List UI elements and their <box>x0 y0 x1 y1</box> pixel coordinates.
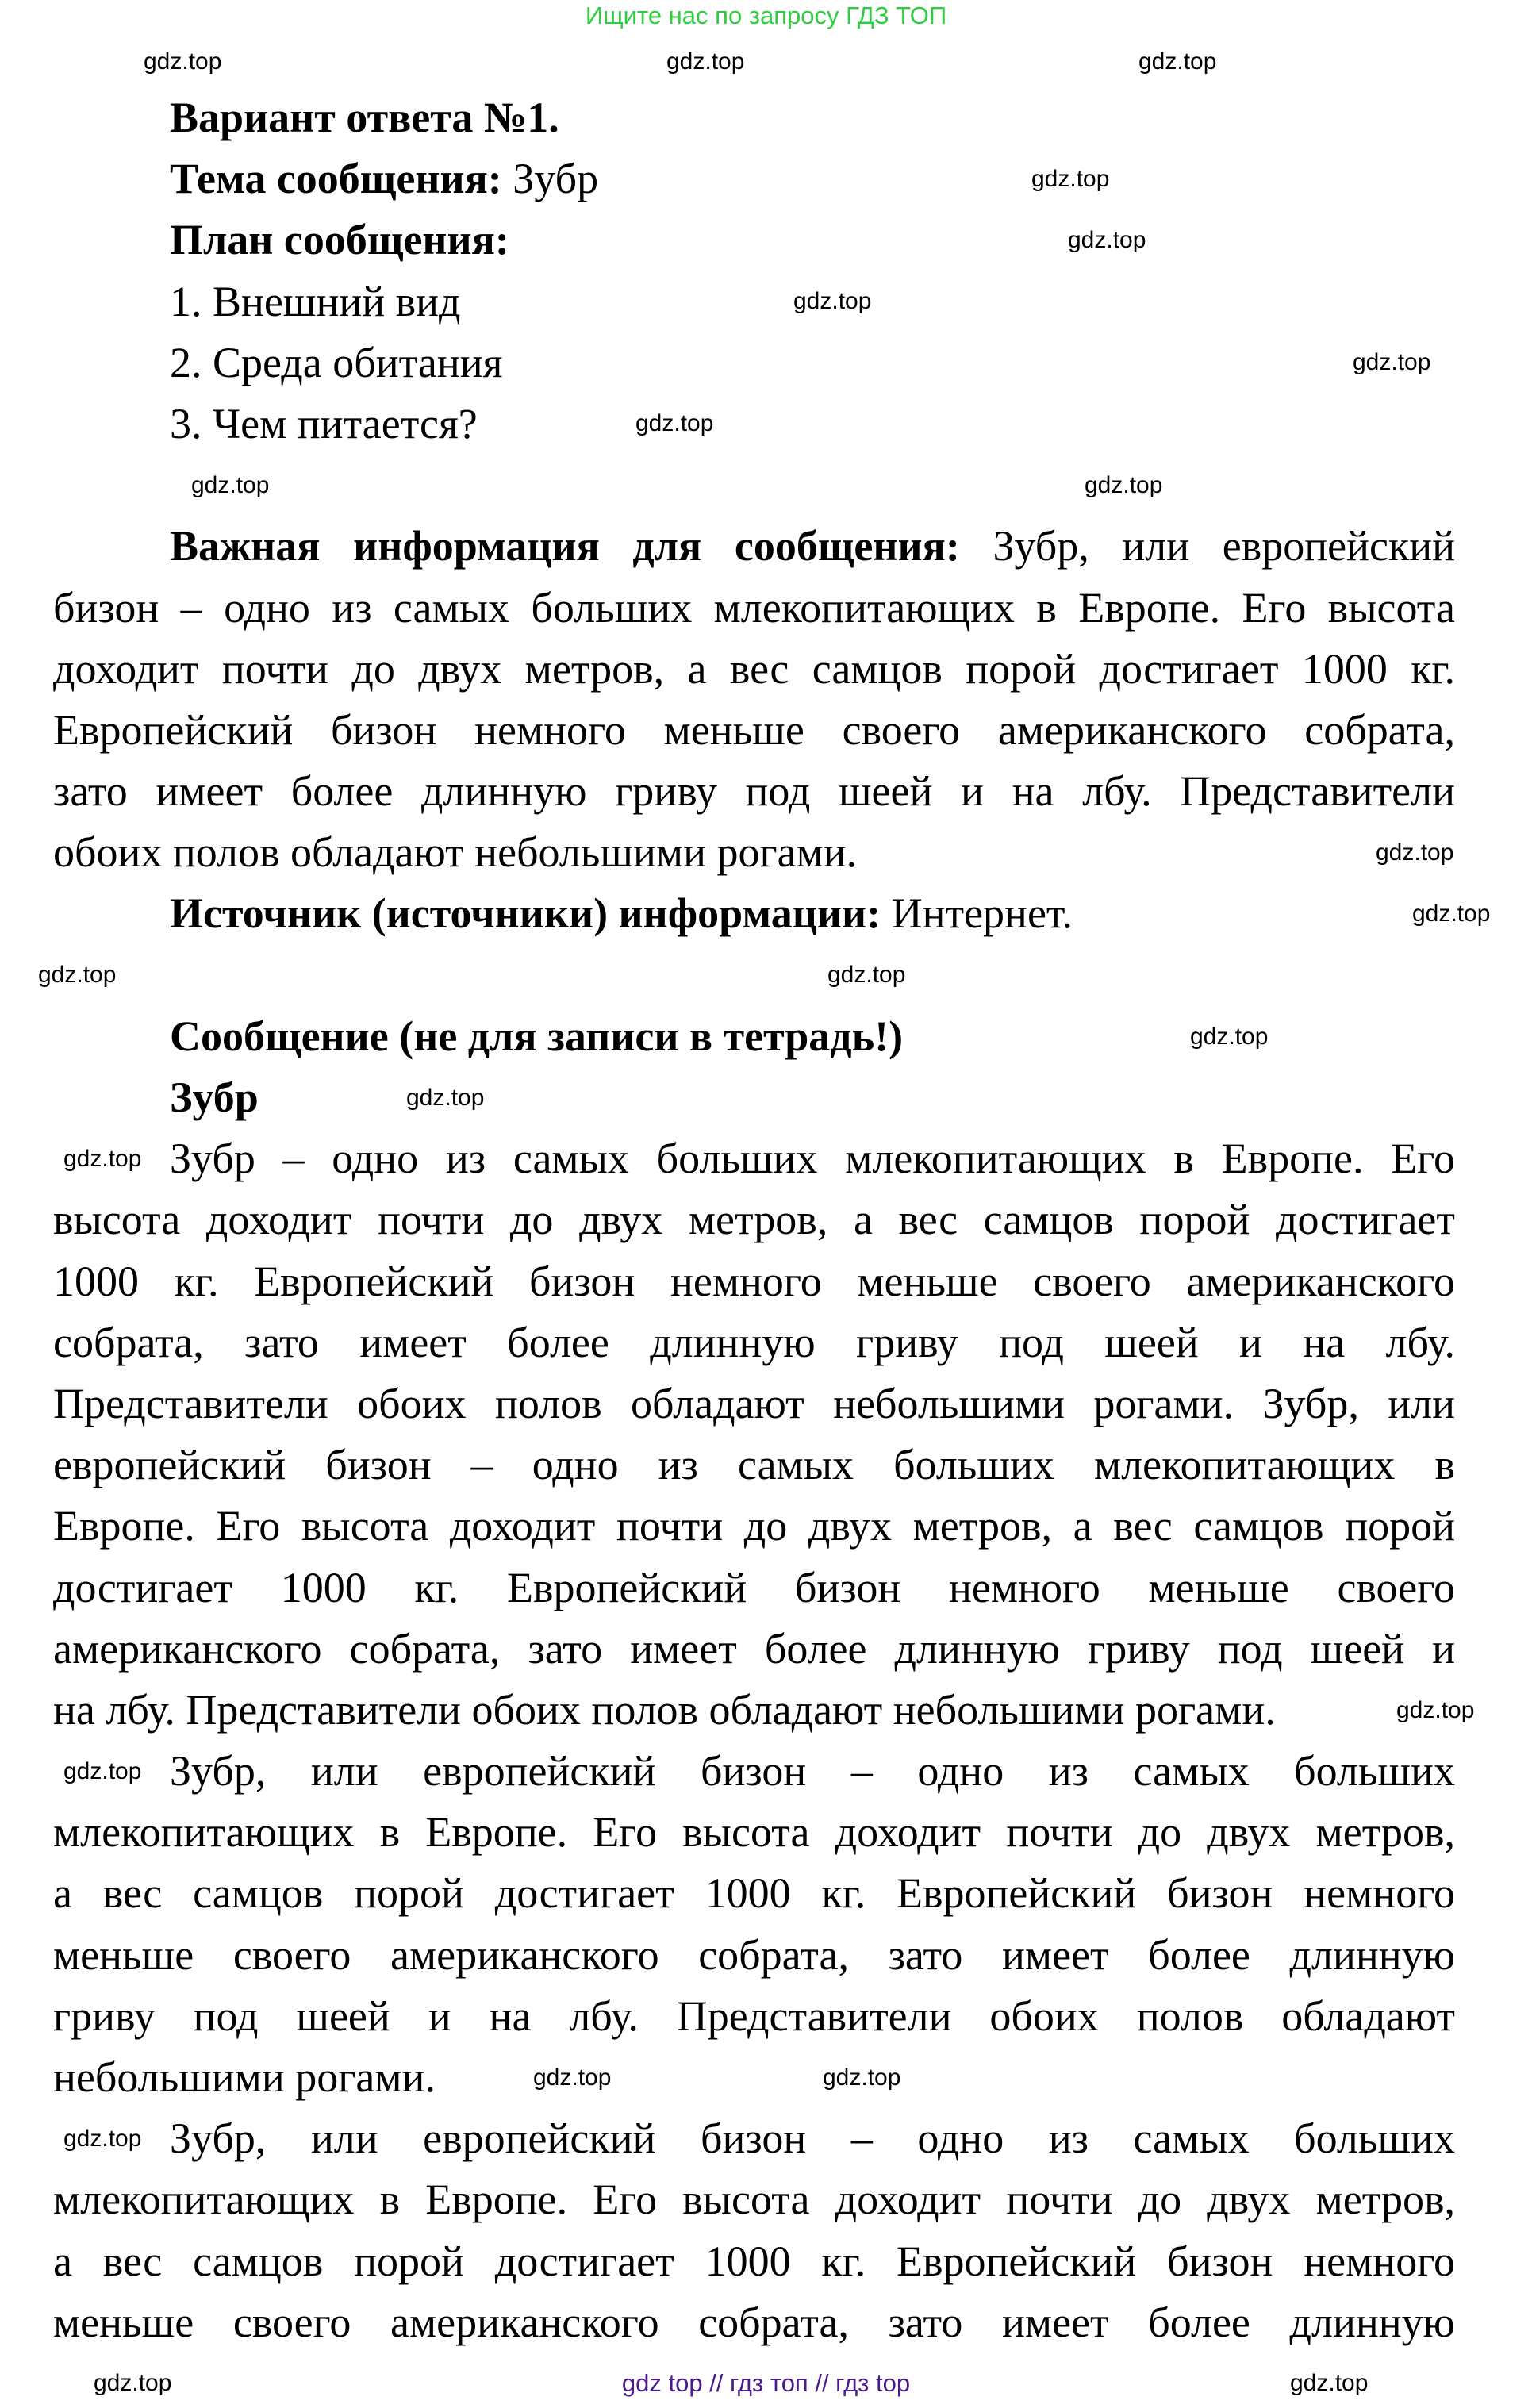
text-line <box>53 2169 1455 2230</box>
footer-banner-text: gdz top // гдз топ // гдз top <box>621 2369 911 2397</box>
bold-heading: Вариант ответа №1. <box>170 94 559 141</box>
text-line <box>53 1925 1455 1986</box>
watermark: gdz.top <box>1138 48 1217 75</box>
line-text: меньше своего американского собрата, зато имеет более длинную <box>53 1930 1455 1979</box>
line-text: меньше своего американского собрата, зато имеет более длинную <box>53 2298 1455 2346</box>
footer-banner <box>0 2368 1532 2399</box>
watermark: gdz.top <box>63 1146 142 1172</box>
line-text: Зубр <box>501 155 599 203</box>
line-text: Зубр, или европейский <box>959 522 1455 570</box>
line-text: на лбу. Представители обоих полов обладают небольшими рогами. <box>53 1685 1276 1734</box>
watermark: gdz.top <box>1031 166 1110 192</box>
text-line <box>53 148 1455 209</box>
watermark: gdz.top <box>1068 227 1146 253</box>
text-line <box>53 2047 1455 2108</box>
watermark: gdz.top <box>1396 1697 1475 1723</box>
line-text: Европейский бизон немного меньше своего американского собрата, <box>53 705 1455 754</box>
line-text: Интернет. <box>881 889 1073 938</box>
watermark: gdz.top <box>666 48 745 75</box>
text-line <box>53 87 1455 148</box>
watermark: gdz.top <box>533 2064 612 2091</box>
watermark: gdz.top <box>793 288 872 314</box>
watermark: gdz.top <box>1412 901 1491 927</box>
line-text: 3. Чем питается? <box>170 399 478 447</box>
line-text: небольшими рогами. <box>53 2053 436 2101</box>
line-text: бизон – одно из самых больших млекопитающих в Европе. Его высота <box>53 583 1455 632</box>
line-text: собрата, зато имеет более длинную гриву под шеей и на лбу. <box>53 1318 1455 1366</box>
text-line <box>53 1434 1455 1496</box>
text-line <box>53 1373 1455 1434</box>
watermark: gdz.top <box>1190 1023 1269 1050</box>
bold-heading: Зубр <box>170 1073 259 1121</box>
watermark: gdz.top <box>38 962 117 988</box>
text-line <box>53 1741 1455 1802</box>
text-line <box>53 639 1455 700</box>
line-text: гриву под шеей и на лбу. Представители обоих полов обладают <box>53 1991 1455 2040</box>
line-text: 1. Внешний вид <box>170 277 461 325</box>
bold-heading: Тема сообщения: <box>170 155 502 203</box>
line-text: Зубр, или европейский бизон – одно из самых больших <box>170 1747 1455 1795</box>
text-line <box>53 1986 1455 2047</box>
line-text: 2. Среда обитания <box>170 338 503 386</box>
text-line <box>53 271 1455 332</box>
line-text: Зубр – одно из самых больших млекопитающих в Европе. Его <box>170 1135 1455 1183</box>
bold-heading: Важная информация для сообщения: <box>170 522 960 570</box>
text-line <box>53 1619 1455 1680</box>
line-text: достигает 1000 кг. Европейский бизон немного меньше своего <box>53 1563 1455 1611</box>
text-line <box>53 516 1455 577</box>
watermark: gdz.top <box>63 2126 142 2152</box>
watermark: gdz.top <box>1353 349 1431 375</box>
line-text: Зубр, или европейский бизон – одно из самых больших <box>170 2114 1455 2163</box>
text-line <box>53 1312 1455 1373</box>
watermark: gdz.top <box>635 410 714 436</box>
text-line <box>53 209 1455 271</box>
line-text: а вес самцов порой достигает 1000 кг. Европейский бизон немного <box>53 1869 1455 1918</box>
watermark: gdz.top <box>406 1085 485 1111</box>
watermark: gdz.top <box>1085 472 1163 498</box>
line-text: обоих полов обладают небольшими рогами. <box>53 828 858 877</box>
text-line <box>53 2292 1455 2353</box>
line-text: млекопитающих в Европе. Его высота доходит почти до двух метров, <box>53 1808 1455 1857</box>
text-line <box>53 578 1455 639</box>
watermark: gdz.top <box>144 48 222 75</box>
line-text: Представители обоих полов обладают небольшими рогами. Зубр, или <box>53 1379 1455 1427</box>
line-text: доходит почти до двух метров, а вес самцов порой достигает 1000 кг. <box>53 644 1455 693</box>
text-line <box>53 1189 1455 1250</box>
text-line <box>53 394 1455 455</box>
line-text: высота доходит почти до двух метров, а вес самцов порой достигает <box>53 1196 1455 1244</box>
text-line <box>53 883 1455 944</box>
watermark: gdz.top <box>63 1758 142 1784</box>
text-line <box>53 1067 1455 1128</box>
text-line <box>53 700 1455 761</box>
search-banner <box>0 0 1532 32</box>
line-text: европейский бизон – одно из самых больших млекопитающих в <box>53 1441 1455 1489</box>
watermark: gdz.top <box>191 472 270 498</box>
line-text: зато имеет более длинную гриву под шеей и на лбу. Представители <box>53 767 1455 816</box>
watermark: gdz.top <box>827 962 906 988</box>
text-line <box>53 822 1455 883</box>
text-line <box>53 1496 1455 1557</box>
text-line <box>53 1863 1455 1924</box>
bold-heading: Сообщение (не для записи в тетрадь!) <box>170 1012 904 1060</box>
document-body <box>53 87 1455 2353</box>
bold-heading: Источник (источники) информации: <box>170 889 881 938</box>
text-line <box>53 1557 1455 1619</box>
line-text: Европе. Его высота доходит почти до двух метров, а вес самцов порой <box>53 1502 1455 1550</box>
text-line <box>53 1128 1455 1189</box>
text-line <box>53 2231 1455 2292</box>
watermark: gdz.top <box>823 2064 901 2091</box>
text-line <box>53 1680 1455 1741</box>
watermark: gdz.top <box>1290 2370 1369 2396</box>
watermark: gdz.top <box>1376 839 1454 866</box>
line-text: а вес самцов порой достигает 1000 кг. Европейский бизон немного <box>53 2237 1455 2285</box>
search-banner-text: Ищите нас по запросу ГДЗ ТОП <box>585 2 947 29</box>
bold-heading: План сообщения: <box>170 216 509 264</box>
text-line <box>53 761 1455 822</box>
line-text: 1000 кг. Европейский бизон немного меньше своего американского <box>53 1257 1455 1305</box>
line-text: млекопитающих в Европе. Его высота доходит почти до двух метров, <box>53 2176 1455 2224</box>
blank-line <box>53 945 1455 1006</box>
line-text: американского собрата, зато имеет более длинную гриву под шеей и <box>53 1624 1455 1673</box>
watermark: gdz.top <box>94 2370 172 2396</box>
text-line <box>53 332 1455 394</box>
text-line <box>53 2108 1455 2169</box>
text-line <box>53 1251 1455 1312</box>
text-line <box>53 1802 1455 1863</box>
